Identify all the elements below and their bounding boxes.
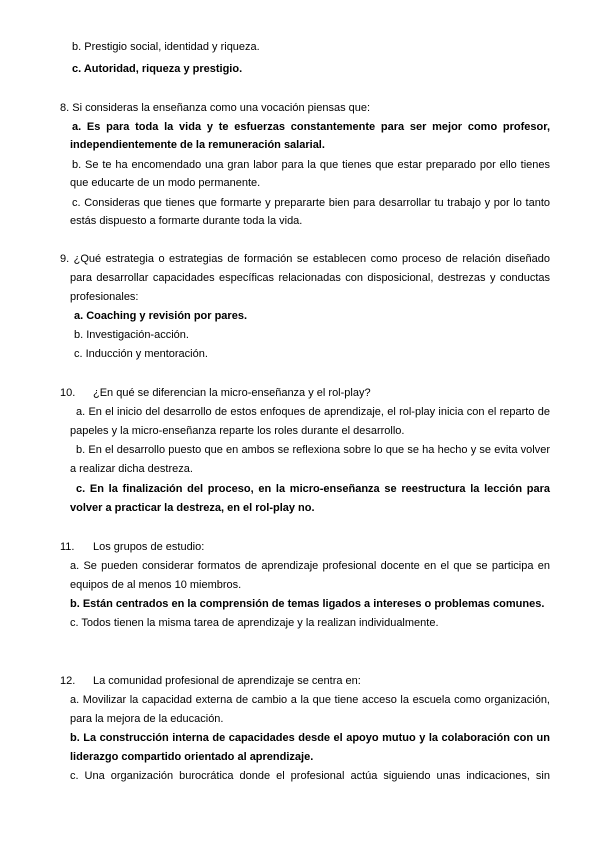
q12-option-a-line1: a. Movilizar la capacidad externa de cambio a la que tiene acceso la escuela como organización,: [70, 694, 550, 706]
q8-option-a-line1: a. Es para toda la vida y te esfuerzas constantemente para ser mejor como profesor,: [72, 121, 550, 133]
q12-number: 12.: [60, 675, 76, 687]
q10-option-b-line2: a realizar dicha destreza.: [70, 463, 193, 475]
q9-question-line3: profesionales:: [70, 291, 139, 303]
q12-option-c-line1: c. Una organización burocrática donde el profesional actúa siguiendo unas indicaciones, sin: [70, 770, 550, 782]
q10-option-a-line2: papeles y la micro-enseñanza reparte los roles durante el desarrollo.: [70, 425, 405, 437]
q12-option-b-line1: b. La construcción interna de capacidades desde el apoyo mutuo y la colaboración con un: [70, 732, 550, 744]
q11-option-a-line2: equipos de al menos 10 miembros.: [70, 579, 242, 591]
q10-option-a-line1: a. En el inicio del desarrollo de estos enfoques de aprendizaje, el rol-play inicia con el reparto de: [76, 406, 550, 418]
q10-option-b-line1: b. En el desarrollo puesto que en ambos se reflexiona sobre lo que se ha hecho y se evita volver: [76, 444, 550, 456]
q12-option-a-line2: para la mejora de la educación.: [70, 713, 224, 725]
q12-question: [60, 672, 550, 691]
q9-question-line1: 9. ¿Qué estrategia o estrategias de formación se establecen como proceso de relación diseñado: [60, 253, 550, 265]
q11-option-c: c. Todos tienen la misma tarea de aprendizaje y la realizan individualmente.: [70, 617, 439, 629]
q9-option-a-correct: a. Coaching y revisión por pares.: [74, 310, 247, 322]
q8-question: 8. Si consideras la enseñanza como una vocación piensas que:: [60, 102, 371, 114]
q10-option-c-line1: c. En la finalización del proceso, en la micro-enseñanza se reestructura la lección para: [76, 483, 550, 495]
prev-option-b: b. Prestigio social, identidad y riqueza.: [72, 41, 260, 53]
q12-question-text: La comunidad profesional de aprendizaje se centra en:: [93, 675, 361, 687]
q10-option-c-line2: volver a practicar la destreza, en el rol-play no.: [70, 502, 315, 514]
q11-option-a-line1: a. Se pueden considerar formatos de aprendizaje profesional docente en el que se participa en: [70, 560, 550, 572]
prev-option-c-correct: c. Autoridad, riqueza y prestigio.: [72, 63, 243, 75]
q11-option-b-correct: b. Están centrados en la comprensión de temas ligados a intereses o problemas comunes.: [70, 598, 545, 610]
q12-option-b-line2: liderazgo compartido orientado al aprendizaje.: [70, 751, 314, 763]
q10-number: 10.: [60, 387, 76, 399]
q8-option-c-line2: estás dispuesto a formarte durante toda la vida.: [70, 215, 303, 227]
q10-question-text: ¿En qué se diferencian la micro-enseñanza y el rol-play?: [93, 387, 371, 399]
q10-question: [60, 384, 550, 403]
q8-option-b-line2: que educarte de un modo permanente.: [70, 177, 261, 189]
q8-option-c-line1: c. Consideras que tienes que formarte y prepararte bien para desarrollar tu trabajo y por lo tanto: [72, 197, 550, 209]
q9-question-line2: para desarrollar capacidades específicas relacionadas con disposicional, destrezas y conductas: [70, 272, 550, 284]
q8-option-b-line1: b. Se te ha encomendado una gran labor para la que tienes que estar preparado por ello tienes: [72, 159, 550, 171]
q8-option-a-line2: independientemente de la remuneración salarial.: [70, 139, 325, 151]
q11-number: 11.: [60, 541, 75, 553]
q11-question-text: Los grupos de estudio:: [93, 541, 205, 553]
q9-option-b: b. Investigación-acción.: [74, 329, 189, 341]
q11-question: [60, 538, 550, 557]
q9-option-c: c. Inducción y mentoración.: [74, 348, 208, 360]
